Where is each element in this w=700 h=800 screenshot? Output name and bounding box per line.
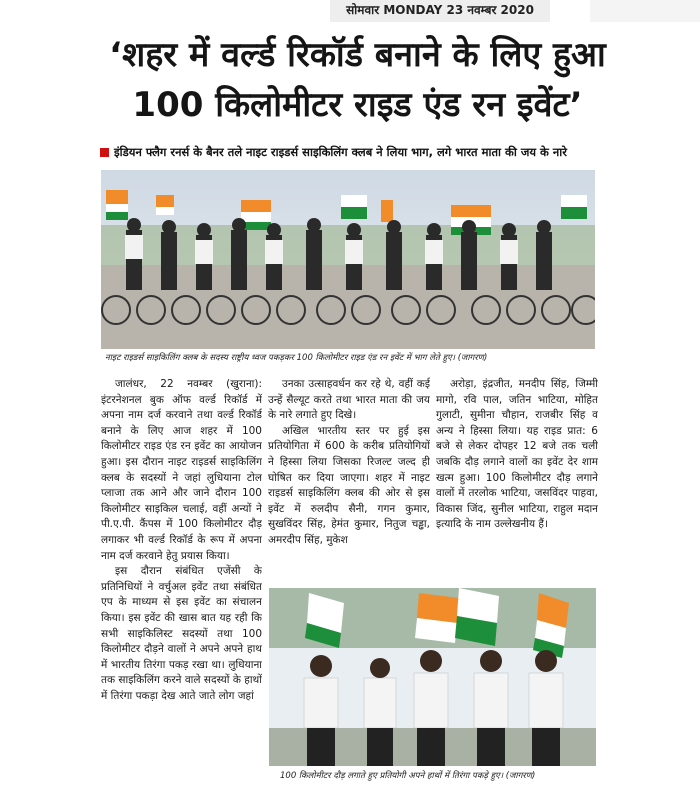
article-paragraph: इस दौरान संबंधित एजेंसी के प्रतिनिधियों ने वर्चुअल इवेंट तथा संबंधित एप के माध्यम से इस इवेंट का संचालन किया। इस इवेंट की खास बात यह रही कि सभी साइकिलिस्ट सदस्यों तथा 100 किलोमीटर दौड़ने वालों ने अपने अपने हाथ में भारतीय तिरंगा पकड़ रखा था। लुधियाना तक साइकिलिंग करने वाले सदस्यों के हाथों में तिरंगा पकड़ा देख आते जाते लोग जहां [101,565,262,702]
right-margin-strip [590,0,700,22]
photo1-caption: नाइट राइडर्स साइकिलिंग क्लब के सदस्य राष्ट्रीय ध्वज पकड़कर 100 किलोमीटर राइड एंड रन इवेंट में भाग लेते हुए। (जागरण) [105,353,488,363]
article-paragraph: अरोड़ा, इंद्रजीत, मनदीप सिंह, जिम्मी मागो, रवि पाल, जतिन भाटिया, मोहित गुलाटी, सुमीना चौहान, राजबीर सिंह व अन्य ने हिस्सा लिया। यह राइड प्रात: 6 बजे से लेकर दोपहर 12 बजे तक चली जबकि दौड़ लगाने वालों का इवेंट देर शाम खत्म हुआ। 100 किलोमीटर दौड़ लगाने वालों में तरलोक भाटिया, जसविंदर पाहवा, विकास जिंद, सुनील भाटिया, राहुल मदान इत्यादि के नाम उल्लेखनीय हैं। [436,378,598,531]
photo2-caption: 100 किलोमीटर दौड़ लगाते हुए प्रतियोगी अपने हाथों में तिरंगा पकड़े हुए। (जागरण) [280,771,536,781]
headline-line-1: ‘शहर में वर्ल्ड रिकॉर्ड बनाने के लिए हुआ [109,35,606,75]
date-masthead: सोमवार MONDAY 23 नवम्बर 2020 [330,0,550,22]
red-bullet-icon [100,148,109,157]
article-column-3 [436,377,598,585]
article-paragraph: उनका उत्साहवर्धन कर रहे थे, वहीं कई उन्हें सैल्यूट करते तथा भारत माता की जय के नारे लगाते हुए दिखे। [268,378,430,422]
headline-line-2: 100 किलोमीटर राइड एंड रन इवेंट’ [132,85,583,125]
group-photo-cyclists [101,170,595,349]
headline [95,30,620,130]
article-column-2 [268,377,430,585]
subheadline [100,141,700,163]
subheadline-text: इंडियन फ्लैग रनर्स के बैनर तले नाइट राइडर्स साइकिलिंग क्लब ने लिया भाग, लगे भारत माता की जय के नारे [114,145,567,159]
runners-illustration [269,588,596,766]
article-paragraph: जालंधर, 22 नवम्बर (खुराना): इंटरनेशनल बुक ऑफ वर्ल्ड रिकॉर्ड में अपना नाम दर्ज करवाने तथा वर्ल्ड रिकॉर्ड बनाने के लिए आज शहर में 100 किलोमीटर राइड एंड रन इवेंट का आयोजन हुआ। इस दौरान नाइट राइडर्स साइकिलिंग क्लब के सदस्यों ने जहां लुधियाना टोल प्लाजा तक आने और जाने दौरान 100 किलोमीटर साइकिल चलाई, वहीं अन्यों ने पी.ए.पी. कैंपस में 100 किलोमीटर दौड़ लगाकर भी वर्ल्ड रिकॉर्ड के रूप में अपना नाम दर्ज करवाने हेतु प्रयास किया। [101,378,262,562]
article-paragraph: अखिल भारतीय स्तर पर हुई इस प्रतियोगिता में 600 के करीब प्रतियोगियों ने हिस्सा लिया जिसका रिजल्ट जल्द ही घोषित कर दिया जाएगा। शहर में नाइट राइडर्स साइकिलिंग क्लब की ओर से इस इवेंट में रुलदीप सैनी, गगन कुमार, सुखविंदर सिंह, हेमंत कुमार, नितुज चड्ढा, अमरदीप सिंह, मुकेश [268,424,430,546]
article-column-1 [101,377,262,777]
runners-photo [269,588,596,766]
cyclists-illustration [101,170,595,349]
